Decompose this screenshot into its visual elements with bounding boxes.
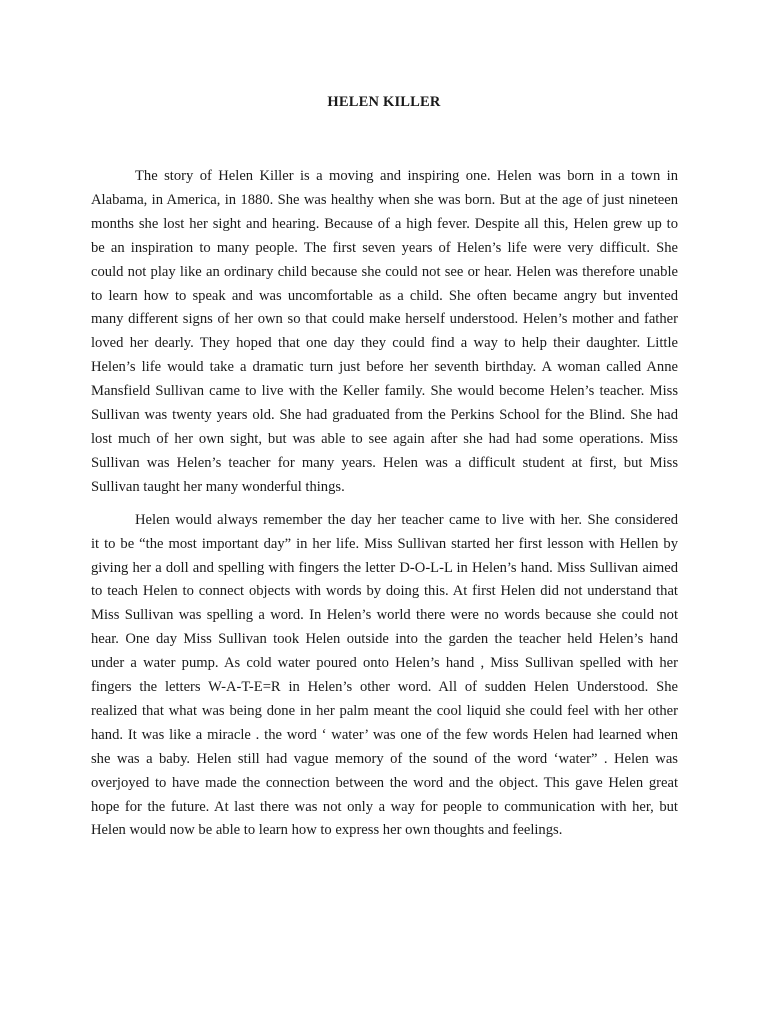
text-line: it to be “the most important day” in her life. Miss Sullivan started her first lesson with Hellen by — [91, 535, 678, 552]
text-line: Mansfield Sullivan came to live with the Keller family. She would become Helen’s teacher. Miss — [91, 383, 678, 400]
text-line: loved her dearly. They hoped that one day they could find a way to help their daughter. Little — [91, 335, 678, 352]
text-line: she was a baby. Helen still had vague memory of the sound of the word ‘water” . Helen was — [91, 750, 678, 767]
text-line: Alabama, in America, in 1880. She was healthy when she was born. But at the age of just nineteen — [91, 191, 678, 208]
paragraph-1 — [91, 165, 678, 500]
text-line: giving her a doll and spelling with fingers the letter D-O-L-L in Helen’s hand. Miss Sullivan aimed — [91, 559, 678, 576]
text-line: under a water pump. As cold water poured onto Helen’s hand , Miss Sullivan spelled with her — [91, 655, 678, 672]
text-line: lost much of her own sight, but was able to see again after she had had some operations. Miss — [91, 430, 678, 447]
text-line: hear. One day Miss Sullivan took Helen outside into the garden the teacher held Helen’s hand — [91, 631, 678, 648]
text-line: many different signs of her own so that could make herself understood. Helen’s mother and father — [91, 311, 678, 328]
text-line: Sullivan was Helen’s teacher for many years. Helen was a difficult student at first, but Miss — [91, 454, 678, 471]
text-line: to learn how to speak and was uncomfortable as a child. She often became angry but invented — [91, 287, 678, 304]
text-line: hope for the future. At last there was not only a way for people to communication with her, but — [91, 798, 678, 815]
text-line: to teach Helen to connect objects with words by doing this. At first Helen did not understand that — [91, 583, 678, 600]
text-line: months she lost her sight and hearing. Because of a high fever. Despite all this, Helen grew up to — [91, 215, 678, 232]
text-line: Helen would now be able to learn how to express her own thoughts and feelings. — [91, 822, 563, 839]
text-line: Helen would always remember the day her teacher came to live with her. She considered — [135, 511, 678, 528]
text-line: realized that what was being done in her palm meant the cool liquid she could feel with her other — [91, 702, 678, 719]
text-line: could not play like an ordinary child because she could not see or hear. Helen was therefore unable — [91, 263, 678, 280]
paragraph-2 — [91, 509, 678, 844]
text-line: fingers the letters W-A-T-E=R in Helen’s other word. All of sudden Helen Understood. She — [91, 679, 678, 696]
document-title: HELEN KILLER — [327, 94, 441, 110]
text-line: Miss Sullivan was spelling a word. In Helen’s world there were no words because she could not — [91, 607, 678, 624]
text-line: Sullivan taught her many wonderful things. — [91, 478, 345, 495]
text-line: be an inspiration to many people. The first seven years of Helen’s life were very difficult. She — [91, 239, 678, 256]
document-body — [91, 165, 678, 843]
text-line: overjoyed to have made the connection between the word and the object. This gave Helen great — [91, 774, 678, 791]
text-line: The story of Helen Killer is a moving and inspiring one. Helen was born in a town in — [135, 168, 678, 184]
text-line: Sullivan was twenty years old. She had graduated from the Perkins School for the Blind. She had — [91, 407, 678, 424]
text-line: Helen’s life would take a dramatic turn just before her seventh birthday. A woman called Anne — [91, 359, 678, 376]
text-line: hand. It was like a miracle . the word ‘ water’ was one of the few words Helen had learned when — [91, 726, 678, 743]
